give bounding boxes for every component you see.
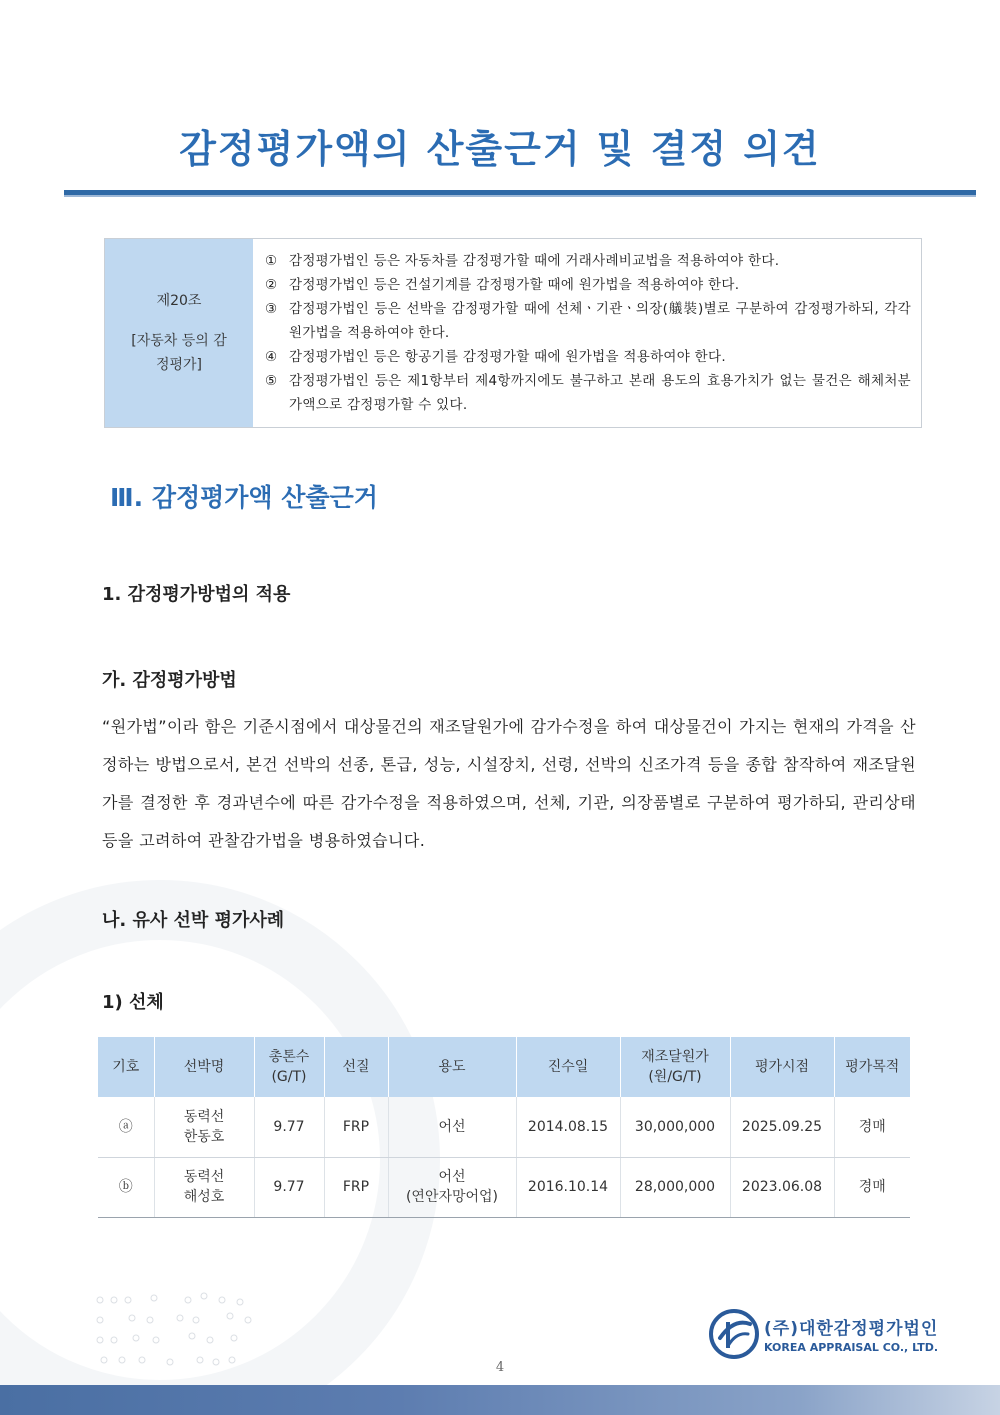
law-item xyxy=(265,297,911,345)
subsection-heading-similar-cases: 나. 유사 선박 평가사례 xyxy=(102,910,285,931)
table-cell: 2025.09.25 xyxy=(730,1097,834,1157)
law-item-number: ⑤ xyxy=(265,373,278,389)
page-number: 4 xyxy=(495,1360,505,1375)
table-cell: 2023.06.08 xyxy=(730,1157,834,1217)
subsection-heading-hull: 1) 선체 xyxy=(102,992,164,1013)
law-item-text: 감정평가법인 등은 자동차를 감정평가할 때에 거래사례비교법을 적용하여야 한다. xyxy=(289,253,780,269)
law-item-number: ③ xyxy=(265,301,278,317)
law-item-text: 감정평가법인 등은 건설기계를 감정평가할 때에 원가법을 적용하여야 한다. xyxy=(289,277,740,293)
table-cell: 2014.08.15 xyxy=(516,1097,620,1157)
table-header-cell: 재조달원가 (원/G/T) xyxy=(620,1037,730,1097)
title-divider xyxy=(64,190,976,197)
table-header-cell: 평가목적 xyxy=(834,1037,910,1097)
table-cell: 9.77 xyxy=(254,1157,324,1217)
table-cell: 경매 xyxy=(834,1157,910,1217)
company-name-english: KOREA APPRAISAL CO., LTD. xyxy=(764,1341,939,1354)
table-cell: 경매 xyxy=(834,1097,910,1157)
table-cell: 동력선 한동호 xyxy=(154,1097,254,1157)
law-item-text: 감정평가법인 등은 제1항부터 제4항까지에도 불구하고 본래 용도의 효용가치가 없는 물건은 해체처분가액으로 감정평가할 수 있다. xyxy=(289,373,911,413)
table-header-cell: 선박명 xyxy=(154,1037,254,1097)
section-heading: Ⅲ. 감정평가액 산출근거 xyxy=(110,483,378,512)
table-cell: 30,000,000 xyxy=(620,1097,730,1157)
law-article-title: [자동차 등의 감정평가] xyxy=(131,333,227,373)
similar-ship-table xyxy=(98,1037,910,1218)
table-cell: 2016.10.14 xyxy=(516,1157,620,1217)
table-cell: 어선 xyxy=(388,1097,516,1157)
table-cell: ⓐ xyxy=(98,1097,154,1157)
subsection-heading-method: 1. 감정평가방법의 적용 xyxy=(102,584,291,605)
table-cell: 동력선 해성호 xyxy=(154,1157,254,1217)
table-header-cell: 기호 xyxy=(98,1037,154,1097)
table-cell: ⓑ xyxy=(98,1157,154,1217)
table-header-cell: 진수일 xyxy=(516,1037,620,1097)
table-cell: FRP xyxy=(324,1097,388,1157)
law-item xyxy=(265,249,911,273)
decorative-dots xyxy=(92,1290,262,1370)
method-paragraph: “원가법”이라 함은 기준시점에서 대상물건의 재조달원가에 감가수정을 하여 대상물건이 가지는 현재의 가격을 산정하는 방법으로서, 본건 선박의 선종, 톤급, 성능, 시설장치, 선령, 선박의 신조가격 등을 종합 참작하여 재조달원가를 결정한 후 경과년수에 따른 감가수정을 적용하였으며, 선체, 기관, 의장품별로 구분하여 평가하되, 관리상태 등을 고려하여 관찰감가법을 병용하였습니다. xyxy=(102,717,916,850)
law-item xyxy=(265,273,911,297)
footer-bar xyxy=(0,1385,1000,1415)
table-cell: 9.77 xyxy=(254,1097,324,1157)
company-emblem-icon xyxy=(708,1308,760,1360)
law-item-number: ④ xyxy=(265,349,278,365)
law-item xyxy=(265,369,911,417)
table-header-cell: 선질 xyxy=(324,1037,388,1097)
law-article-number: 제20조 xyxy=(156,293,202,309)
table-header-cell: 용도 xyxy=(388,1037,516,1097)
law-item-text: 감정평가법인 등은 항공기를 감정평가할 때에 원가법을 적용하여야 한다. xyxy=(289,349,726,365)
table-header-cell: 평가시점 xyxy=(730,1037,834,1097)
page-title: 감정평가액의 산출근거 및 결정 의견 xyxy=(179,127,821,171)
table-header-cell: 총톤수 (G/T) xyxy=(254,1037,324,1097)
table-header-row xyxy=(98,1037,910,1097)
table-cell: FRP xyxy=(324,1157,388,1217)
law-item xyxy=(265,345,911,369)
law-item-number: ① xyxy=(265,253,278,269)
company-name-korean: (주)대한감정평가법인 xyxy=(764,1319,939,1339)
table-row xyxy=(98,1097,910,1157)
law-article-label xyxy=(105,239,253,427)
subsection-heading-appraisal-method: 가. 감정평가방법 xyxy=(102,670,237,691)
company-logo xyxy=(708,1308,938,1360)
law-item-text: 감정평가법인 등은 선박을 감정평가할 때에 선체ㆍ기관ㆍ의장(艤裝)별로 구분하여 감정평가하되, 각각 원가법을 적용하여야 한다. xyxy=(289,301,911,341)
table-cell: 28,000,000 xyxy=(620,1157,730,1217)
law-article-box xyxy=(104,238,922,428)
law-item-number: ② xyxy=(265,277,278,293)
table-cell: 어선 (연안자망어업) xyxy=(388,1157,516,1217)
law-article-content xyxy=(253,239,921,427)
table-row xyxy=(98,1157,910,1217)
